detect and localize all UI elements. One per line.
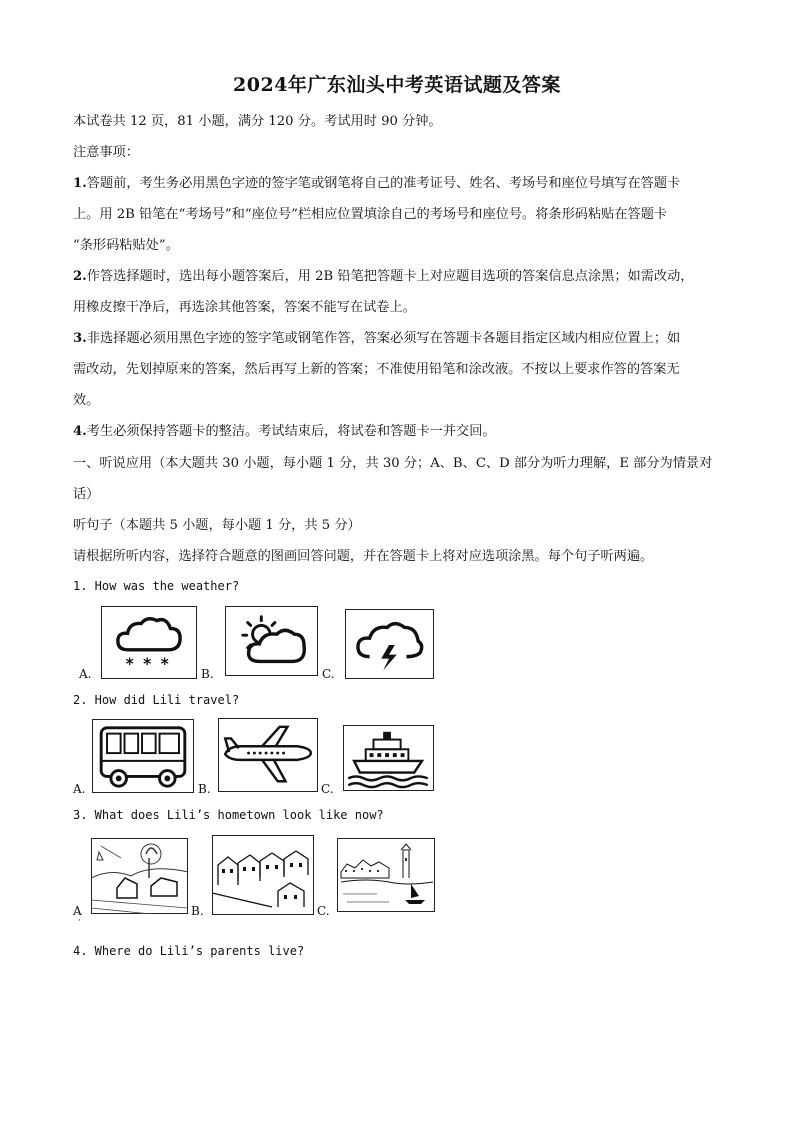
question-4: 4. Where do Lili’s parents live? [73,944,305,958]
seaside-town-picture [337,838,435,912]
section-1-line-2: 话） [73,487,100,502]
page-title: 2024年广东汕头中考英语试题及答案 [233,74,561,96]
option-3c-label: C. [317,904,330,918]
notes-heading: 注意事项： [73,145,139,160]
note-3-line-3: 效。 [73,393,100,408]
svg-text:*: * [160,655,169,674]
option-2b-label: B. [198,782,211,796]
note-1-line-3: “条形码粘贴处”。 [73,238,179,253]
note-1-line-2: 上。用 2B 铅笔在“考场号”和“座位号”栏相应位置填涂自己的考场号和座位号。将条形码粘贴在答题卡 [73,207,668,222]
airplane-icon [218,718,318,792]
option-1b-label: B. [201,667,214,681]
note-4-line-1: 4.考生必须保持答题卡的整洁。考试结束后，将试卷和答题卡一并交回。 [73,424,496,439]
note-2-line-1: 2.作答选择题时，选出每小题答案后，用 2B 铅笔把答题卡上对应题目选项的答案信息点涂黑；如需改动， [73,269,694,284]
ship-icon [343,725,434,791]
section-1-line-1: 一、听说应用（本大题共 30 小题，每小题 1 分，共 30 分；A、B、C、D 部分为听力理解，E 部分为情景对 [73,456,713,471]
part-heading: 听句子（本题共 5 小题，每小题 1 分，共 5 分） [73,518,361,533]
snow-cloud-icon [101,606,197,679]
stray-dot: · [78,916,81,926]
thunderstorm-icon [345,609,434,679]
bus-icon [92,719,194,793]
question-2: 2. How did Lili travel? [73,693,240,707]
option-2c-label: C. [321,782,334,796]
option-2a-label: A. [73,782,86,796]
note-2-line-2: 用橡皮擦干净后，再选涂其他答案，答案不能写在试卷上。 [73,300,416,315]
question-1: 1. How was the weather? [73,579,240,593]
option-3b-label: B. [191,904,204,918]
note-3-line-1: 3.非选择题必须用黑色字迹的签字笔或钢笔作答，答案必须写在答题卡各题目指定区域内相应位置上；如 [73,331,681,346]
option-1a-label: A. [79,667,92,681]
countryside-picture [91,838,188,914]
sun-cloud-icon [225,606,318,676]
question-3: 3. What does Lili’s hometown look like now? [73,808,384,822]
town-picture [212,835,314,915]
note-1-line-1: 1.答题前，考生务必用黑色字迹的签字笔或钢笔将自己的准考证号、姓名、考场号和座位号填写在答题卡 [73,176,681,191]
note-3-line-2: 需改动，先划掉原来的答案，然后再写上新的答案；不准使用铅笔和涂改液。不按以上要求作答的答案无 [73,362,680,377]
intro-text: 本试卷共 12 页，81 小题，满分 120 分。考试用时 90 分钟。 [73,114,442,129]
instruction-text: 请根据所听内容，选择符合题意的图画回答问题，并在答题卡上将对应选项涂黑。每个句子听两遍。 [73,549,654,564]
svg-text:*: * [143,655,152,674]
option-1c-label: C. [322,667,335,681]
option-3a-label: A [73,904,82,918]
svg-text:*: * [125,655,134,674]
